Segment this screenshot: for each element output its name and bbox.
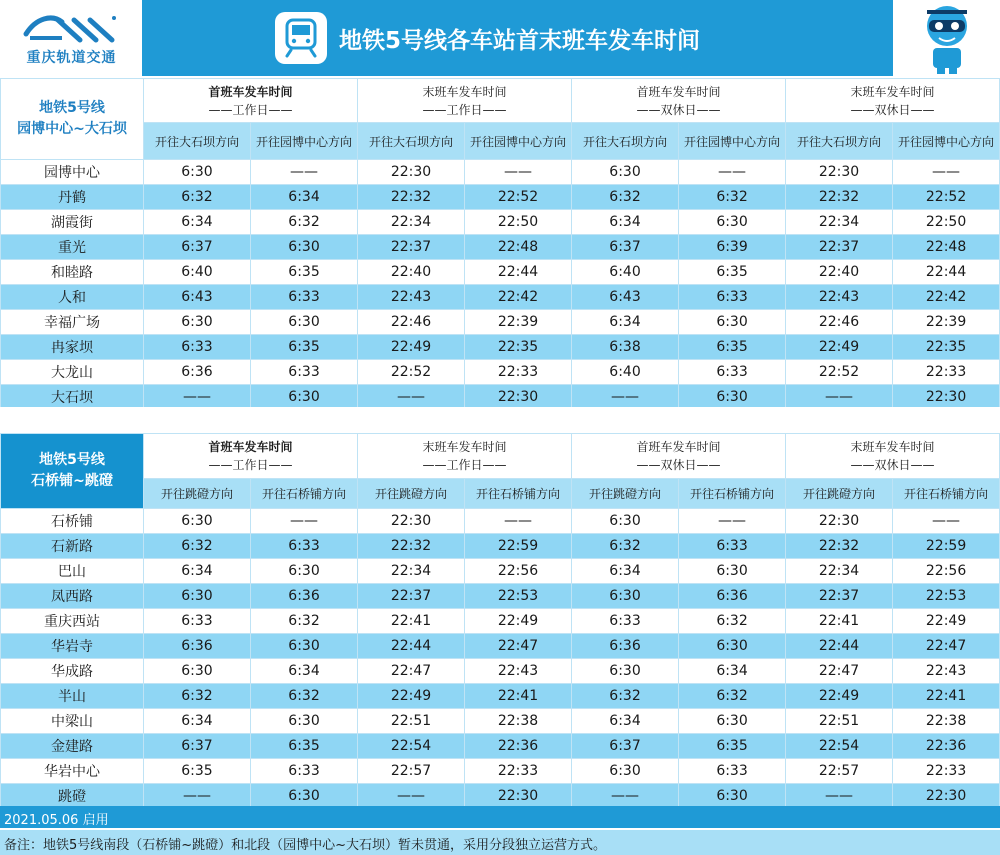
time-cell: 22:39 <box>465 310 572 335</box>
time-cell: 22:33 <box>893 360 1000 385</box>
title-bar <box>143 0 893 76</box>
time-cell: 6:34 <box>572 709 679 734</box>
time-cell: 22:41 <box>358 609 465 634</box>
time-cell: 22:43 <box>786 285 893 310</box>
time-cell: 22:49 <box>465 609 572 634</box>
time-cell: 6:37 <box>144 734 251 759</box>
south-group-header: 末班车发车时间 ——工作日—— <box>358 434 572 479</box>
table-row <box>1 609 1000 634</box>
time-cell: 22:51 <box>358 709 465 734</box>
time-cell: —— <box>679 160 786 185</box>
station-name-cell: 半山 <box>1 684 144 709</box>
direction-header: 开往大石坝方向 <box>144 123 251 160</box>
time-cell: 22:53 <box>893 584 1000 609</box>
time-cell: 6:30 <box>251 634 358 659</box>
station-name-cell: 石新路 <box>1 534 144 559</box>
station-name-cell: 金建路 <box>1 734 144 759</box>
station-name-cell: 石桥铺 <box>1 509 144 534</box>
time-cell: 22:41 <box>786 609 893 634</box>
time-cell: 22:52 <box>358 360 465 385</box>
direction-header: 开往跳磴方向 <box>786 479 893 509</box>
time-cell: 6:36 <box>144 360 251 385</box>
time-cell: 22:30 <box>465 385 572 410</box>
time-cell: 22:53 <box>465 584 572 609</box>
time-cell: 22:46 <box>786 310 893 335</box>
direction-header: 开往大石坝方向 <box>358 123 465 160</box>
remark-note: 备注：地铁5号线南段（石桥铺~跳磴）和北段（园博中心~大石坝）暂未贯通，采用分段独立运营方式。 <box>0 830 1000 855</box>
direction-header: 开往跳磴方向 <box>144 479 251 509</box>
time-cell: 22:43 <box>465 659 572 684</box>
station-name-cell: 园博中心 <box>1 160 144 185</box>
time-cell: 22:50 <box>893 210 1000 235</box>
time-cell: —— <box>251 509 358 534</box>
time-cell: 6:33 <box>144 609 251 634</box>
mascot-image <box>893 0 1000 76</box>
time-cell: 6:33 <box>251 759 358 784</box>
south-segment: 石桥铺~跳磴 <box>31 473 113 489</box>
table-row <box>1 759 1000 784</box>
time-cell: 6:34 <box>572 210 679 235</box>
station-name-cell: 重庆西站 <box>1 609 144 634</box>
direction-header: 开往石桥铺方向 <box>893 479 1000 509</box>
direction-header: 开往大石坝方向 <box>572 123 679 160</box>
time-cell: 22:33 <box>465 360 572 385</box>
time-cell: 22:54 <box>358 734 465 759</box>
table-row <box>1 534 1000 559</box>
station-name-cell: 中梁山 <box>1 709 144 734</box>
time-cell: 6:36 <box>679 584 786 609</box>
time-cell: 6:39 <box>679 235 786 260</box>
table-row <box>1 734 1000 759</box>
time-cell: —— <box>358 784 465 809</box>
time-cell: 6:34 <box>251 659 358 684</box>
time-cell: 6:34 <box>251 185 358 210</box>
time-cell: 6:34 <box>144 709 251 734</box>
time-cell: 22:32 <box>358 534 465 559</box>
time-cell: —— <box>572 784 679 809</box>
table-row <box>1 684 1000 709</box>
direction-header: 开往园博中心方向 <box>679 123 786 160</box>
time-cell: 6:32 <box>144 684 251 709</box>
time-cell: 6:30 <box>679 559 786 584</box>
direction-header: 开往石桥铺方向 <box>679 479 786 509</box>
time-cell: 22:49 <box>358 335 465 360</box>
time-cell: 22:38 <box>893 709 1000 734</box>
north-group-header: 末班车发车时间 ——双休日—— <box>786 79 1000 123</box>
table-row <box>1 385 1000 410</box>
time-cell: 22:37 <box>786 235 893 260</box>
direction-header: 开往跳磴方向 <box>572 479 679 509</box>
time-cell: 22:38 <box>465 709 572 734</box>
time-cell: 6:30 <box>679 784 786 809</box>
time-cell: 22:43 <box>893 659 1000 684</box>
section-divider <box>0 407 1000 433</box>
table-row <box>1 260 1000 285</box>
time-cell: 22:51 <box>786 709 893 734</box>
table-row <box>1 310 1000 335</box>
time-cell: 22:49 <box>786 684 893 709</box>
time-cell: 6:30 <box>144 160 251 185</box>
station-name-cell: 凤西路 <box>1 584 144 609</box>
time-cell: 22:42 <box>893 285 1000 310</box>
south-group-header: 首班车发车时间 ——工作日—— <box>144 434 358 479</box>
station-name-cell: 和睦路 <box>1 260 144 285</box>
time-cell: —— <box>144 784 251 809</box>
time-cell: 22:52 <box>786 360 893 385</box>
time-cell: 6:38 <box>572 335 679 360</box>
time-cell: 22:47 <box>358 659 465 684</box>
time-cell: 6:35 <box>679 734 786 759</box>
time-cell: 6:30 <box>679 310 786 335</box>
time-cell: 22:49 <box>358 684 465 709</box>
time-cell: 22:57 <box>786 759 893 784</box>
time-cell: 6:30 <box>572 509 679 534</box>
time-cell: 22:48 <box>465 235 572 260</box>
time-cell: 22:56 <box>465 559 572 584</box>
time-cell: 6:30 <box>679 385 786 410</box>
time-cell: 6:33 <box>679 285 786 310</box>
time-cell: 22:47 <box>893 634 1000 659</box>
time-cell: 22:40 <box>358 260 465 285</box>
time-cell: 6:33 <box>679 534 786 559</box>
time-cell: 22:49 <box>893 609 1000 634</box>
time-cell: —— <box>786 385 893 410</box>
table-row <box>1 559 1000 584</box>
time-cell: 22:41 <box>465 684 572 709</box>
north-schedule-table <box>0 78 1000 410</box>
table-row <box>1 709 1000 734</box>
station-name-cell: 人和 <box>1 285 144 310</box>
time-cell: 22:30 <box>358 509 465 534</box>
time-cell: 6:30 <box>251 559 358 584</box>
time-cell: —— <box>465 160 572 185</box>
time-cell: 6:36 <box>251 584 358 609</box>
time-cell: 6:37 <box>572 734 679 759</box>
direction-header: 开往园博中心方向 <box>893 123 1000 160</box>
time-cell: 6:30 <box>572 584 679 609</box>
time-cell: 6:34 <box>572 310 679 335</box>
time-cell: 22:57 <box>358 759 465 784</box>
time-cell: 6:40 <box>572 260 679 285</box>
table-row <box>1 160 1000 185</box>
time-cell: 6:37 <box>144 235 251 260</box>
time-cell: 6:30 <box>251 235 358 260</box>
time-cell: 22:30 <box>465 784 572 809</box>
time-cell: 6:35 <box>144 759 251 784</box>
time-cell: 6:33 <box>679 360 786 385</box>
time-cell: 6:33 <box>572 609 679 634</box>
station-name-cell: 幸福广场 <box>1 310 144 335</box>
time-cell: 22:39 <box>893 310 1000 335</box>
time-cell: 22:47 <box>465 634 572 659</box>
time-cell: 6:35 <box>679 260 786 285</box>
page-header <box>0 0 1000 76</box>
time-cell: 6:30 <box>251 709 358 734</box>
time-cell: 22:59 <box>893 534 1000 559</box>
time-cell: 22:30 <box>893 784 1000 809</box>
time-cell: 22:34 <box>786 559 893 584</box>
time-cell: —— <box>893 509 1000 534</box>
table-row <box>1 360 1000 385</box>
time-cell: 6:32 <box>679 185 786 210</box>
logo-text: 重庆轨道交通 <box>26 50 117 66</box>
north-group-header: 首班车发车时间 ——双休日—— <box>572 79 786 123</box>
time-cell: 6:32 <box>251 609 358 634</box>
time-cell: 6:30 <box>144 310 251 335</box>
time-cell: 22:40 <box>786 260 893 285</box>
time-cell: 6:30 <box>144 584 251 609</box>
time-cell: 22:47 <box>786 659 893 684</box>
time-cell: 6:32 <box>572 534 679 559</box>
time-cell: 6:32 <box>251 210 358 235</box>
time-cell: 22:44 <box>465 260 572 285</box>
time-cell: 6:32 <box>572 185 679 210</box>
time-cell: 6:40 <box>144 260 251 285</box>
time-cell: 6:32 <box>144 534 251 559</box>
station-name-cell: 大龙山 <box>1 360 144 385</box>
time-cell: —— <box>465 509 572 534</box>
time-cell: 22:59 <box>465 534 572 559</box>
direction-header: 开往石桥铺方向 <box>465 479 572 509</box>
time-cell: 22:35 <box>893 335 1000 360</box>
time-cell: —— <box>358 385 465 410</box>
time-cell: 22:33 <box>465 759 572 784</box>
time-cell: 6:40 <box>572 360 679 385</box>
time-cell: —— <box>679 509 786 534</box>
time-cell: 6:43 <box>144 285 251 310</box>
table-row <box>1 285 1000 310</box>
station-name-cell: 重光 <box>1 235 144 260</box>
table-row <box>1 335 1000 360</box>
time-cell: 22:32 <box>358 185 465 210</box>
time-cell: 6:33 <box>251 285 358 310</box>
time-cell: 6:32 <box>251 684 358 709</box>
station-name-cell: 丹鹤 <box>1 185 144 210</box>
time-cell: 22:44 <box>786 634 893 659</box>
time-cell: —— <box>251 160 358 185</box>
time-cell: 6:35 <box>251 335 358 360</box>
cqrt-logo-icon <box>22 12 122 44</box>
time-cell: 22:54 <box>786 734 893 759</box>
time-cell: 6:30 <box>572 759 679 784</box>
station-name-cell: 跳磴 <box>1 784 144 809</box>
table-row <box>1 634 1000 659</box>
time-cell: 22:48 <box>893 235 1000 260</box>
time-cell: 6:30 <box>572 160 679 185</box>
south-group-header: 末班车发车时间 ——双休日—— <box>786 434 1000 479</box>
time-cell: 22:32 <box>786 534 893 559</box>
north-line-label <box>1 79 144 160</box>
time-cell: —— <box>893 160 1000 185</box>
time-cell: 6:30 <box>679 634 786 659</box>
time-cell: 6:30 <box>572 659 679 684</box>
time-cell: 22:30 <box>786 509 893 534</box>
time-cell: —— <box>786 784 893 809</box>
time-cell: 22:34 <box>358 210 465 235</box>
table-row <box>1 784 1000 809</box>
south-line-label <box>1 434 144 509</box>
time-cell: 6:32 <box>572 684 679 709</box>
station-name-cell: 华岩寺 <box>1 634 144 659</box>
time-cell: 6:33 <box>144 335 251 360</box>
time-cell: 22:44 <box>358 634 465 659</box>
time-cell: 6:34 <box>572 559 679 584</box>
north-line-name: 地铁5号线 <box>39 100 105 116</box>
time-cell: 22:37 <box>358 584 465 609</box>
time-cell: 22:30 <box>893 385 1000 410</box>
north-segment: 园博中心~大石坝 <box>17 121 127 137</box>
time-cell: 6:43 <box>572 285 679 310</box>
table-row <box>1 235 1000 260</box>
time-cell: 22:36 <box>465 734 572 759</box>
time-cell: 22:34 <box>786 210 893 235</box>
time-cell: 6:32 <box>679 684 786 709</box>
direction-header: 开往石桥铺方向 <box>251 479 358 509</box>
time-cell: 6:34 <box>144 559 251 584</box>
time-cell: 6:32 <box>144 185 251 210</box>
time-cell: 22:37 <box>358 235 465 260</box>
direction-header: 开往园博中心方向 <box>465 123 572 160</box>
station-name-cell: 华成路 <box>1 659 144 684</box>
brand-logo <box>0 0 143 76</box>
time-cell: 6:33 <box>679 759 786 784</box>
time-cell: 6:30 <box>144 509 251 534</box>
time-cell: 6:36 <box>144 634 251 659</box>
time-cell: 22:52 <box>465 185 572 210</box>
time-cell: 6:30 <box>679 210 786 235</box>
station-name-cell: 冉家坝 <box>1 335 144 360</box>
time-cell: 22:30 <box>358 160 465 185</box>
time-cell: 6:30 <box>251 784 358 809</box>
metro-train-icon <box>275 12 327 64</box>
time-cell: 6:32 <box>679 609 786 634</box>
time-cell: 6:37 <box>572 235 679 260</box>
time-cell: 6:34 <box>144 210 251 235</box>
table-row <box>1 509 1000 534</box>
time-cell: 6:34 <box>679 659 786 684</box>
station-name-cell: 巴山 <box>1 559 144 584</box>
time-cell: 6:33 <box>251 534 358 559</box>
time-cell: 22:35 <box>465 335 572 360</box>
time-cell: 22:30 <box>786 160 893 185</box>
page-title: 地铁5号线各车站首末班车发车时间 <box>339 28 701 54</box>
station-name-cell: 华岩中心 <box>1 759 144 784</box>
time-cell: 6:30 <box>679 709 786 734</box>
time-cell: 6:33 <box>251 360 358 385</box>
south-line-name: 地铁5号线 <box>39 452 105 468</box>
time-cell: 22:50 <box>465 210 572 235</box>
time-cell: 22:49 <box>786 335 893 360</box>
time-cell: 22:56 <box>893 559 1000 584</box>
time-cell: 22:37 <box>786 584 893 609</box>
time-cell: 22:36 <box>893 734 1000 759</box>
time-cell: 22:41 <box>893 684 1000 709</box>
table-row <box>1 185 1000 210</box>
south-group-header: 首班车发车时间 ——双休日—— <box>572 434 786 479</box>
north-group-header: 末班车发车时间 ——工作日—— <box>358 79 572 123</box>
time-cell: 22:44 <box>893 260 1000 285</box>
time-cell: 6:35 <box>679 335 786 360</box>
mascot-icon <box>893 0 1000 76</box>
time-cell: 22:33 <box>893 759 1000 784</box>
north-group-header: 首班车发车时间 ——工作日—— <box>144 79 358 123</box>
time-cell: 6:30 <box>251 310 358 335</box>
time-cell: —— <box>572 385 679 410</box>
table-row <box>1 659 1000 684</box>
table-row <box>1 210 1000 235</box>
time-cell: 6:36 <box>572 634 679 659</box>
table-row <box>1 584 1000 609</box>
time-cell: 22:32 <box>786 185 893 210</box>
station-name-cell: 大石坝 <box>1 385 144 410</box>
launch-date-note: 2021.05.06 启用 <box>0 806 1000 828</box>
time-cell: 6:30 <box>251 385 358 410</box>
direction-header: 开往跳磴方向 <box>358 479 465 509</box>
time-cell: 6:35 <box>251 260 358 285</box>
time-cell: 22:52 <box>893 185 1000 210</box>
time-cell: 6:30 <box>144 659 251 684</box>
time-cell: 6:35 <box>251 734 358 759</box>
station-name-cell: 湖霞街 <box>1 210 144 235</box>
time-cell: 22:43 <box>358 285 465 310</box>
time-cell: —— <box>144 385 251 410</box>
south-schedule-table <box>0 433 1000 809</box>
direction-header: 开往园博中心方向 <box>251 123 358 160</box>
time-cell: 22:46 <box>358 310 465 335</box>
time-cell: 22:34 <box>358 559 465 584</box>
direction-header: 开往大石坝方向 <box>786 123 893 160</box>
time-cell: 22:42 <box>465 285 572 310</box>
